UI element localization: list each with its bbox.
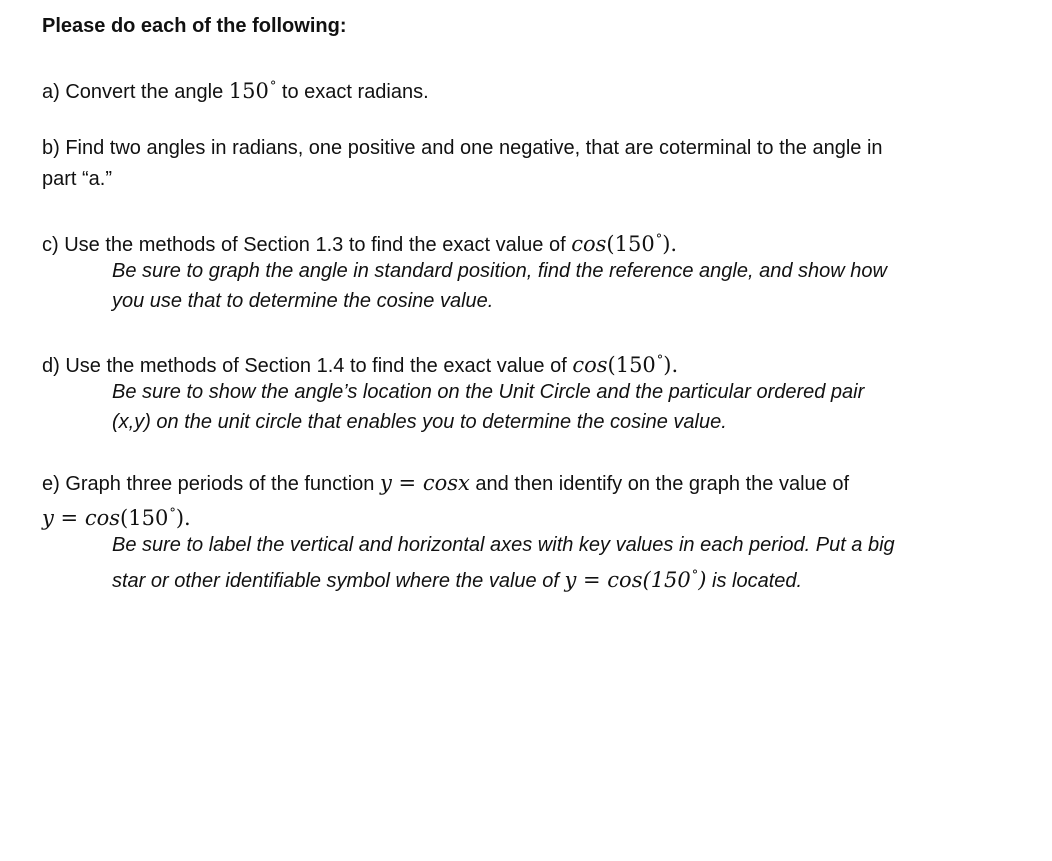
open-paren: ( (642, 568, 651, 592)
question-d (42, 346, 678, 381)
instruction-text: star or other identifiable symbol where the value of (112, 570, 565, 592)
question-b-line-1: b) Find two angles in radians, one positive and one negative, that are coterminal to the angle in (42, 137, 883, 159)
degree-symbol: ° (169, 506, 176, 521)
equals-sign: = (53, 506, 85, 530)
question-e-equation (380, 471, 470, 495)
question-d-text: d) Use the methods of Section 1.4 to find the exact value of (42, 355, 573, 377)
cos-function: cos (422, 471, 458, 495)
question-a (42, 72, 429, 107)
degree-symbol: ° (269, 79, 277, 94)
degree-symbol: ° (691, 568, 699, 583)
cos-function: cos (572, 353, 608, 377)
angle-value: 150 (228, 79, 269, 103)
question-c-text: c) Use the methods of Section 1.3 to find the exact value of (42, 234, 572, 256)
degree-symbol: ° (656, 353, 664, 368)
open-paren: ( (606, 232, 615, 256)
question-c-expression (571, 232, 677, 256)
question-a-angle (229, 79, 277, 103)
question-c (42, 225, 677, 260)
y-variable: y (564, 568, 577, 592)
equals-sign: = (576, 568, 608, 592)
question-c-instruction-line-2: you use that to determine the cosine value. (112, 290, 494, 312)
cos-function: cos (607, 568, 643, 592)
angle-value: 150 (650, 568, 691, 592)
question-e-line-1 (42, 468, 849, 499)
question-a-text: a) Convert the angle (42, 81, 229, 103)
close-paren: ). (663, 353, 679, 377)
question-e-instruction-line-1: Be sure to label the vertical and horizontal axes with key values in each period. Put a big (112, 534, 895, 556)
y-variable: y (379, 471, 392, 495)
question-e-text: e) Graph three periods of the function (42, 473, 380, 495)
cos-function: cos (84, 506, 121, 530)
question-e-suffix: and then identify on the graph the value of (469, 473, 850, 495)
angle-value: 150 (615, 353, 656, 377)
question-e-line-2 (42, 499, 191, 534)
equals-sign: = (391, 471, 423, 495)
open-paren: ( (120, 506, 129, 530)
x-variable: x (458, 471, 470, 495)
y-variable: y (42, 506, 54, 530)
question-d-expression (572, 353, 678, 377)
question-e-instruction-line-2 (112, 561, 802, 596)
close-paren: ). (175, 506, 191, 530)
question-e-target-expression (42, 506, 191, 530)
question-b-line-2: part “a.” (42, 168, 113, 190)
close-paren: ) (698, 568, 707, 592)
instruction-suffix: is located. (706, 570, 803, 592)
worksheet-heading: Please do each of the following: (42, 15, 347, 37)
angle-value: 150 (128, 506, 169, 530)
angle-value: 150 (614, 232, 655, 256)
question-a-suffix: to exact radians. (276, 81, 429, 103)
cos-function: cos (571, 232, 607, 256)
question-c-instruction-line-1: Be sure to graph the angle in standard position, find the reference angle, and show how (112, 260, 887, 282)
open-paren: ( (607, 353, 616, 377)
degree-symbol: ° (655, 232, 663, 247)
question-d-instruction-line-1: Be sure to show the angle’s location on the Unit Circle and the particular ordered pair (112, 381, 865, 403)
question-d-instruction-line-2: (x,y) on the unit circle that enables you to determine the cosine value. (112, 411, 727, 433)
close-paren: ). (662, 232, 678, 256)
instruction-expression (564, 568, 706, 592)
